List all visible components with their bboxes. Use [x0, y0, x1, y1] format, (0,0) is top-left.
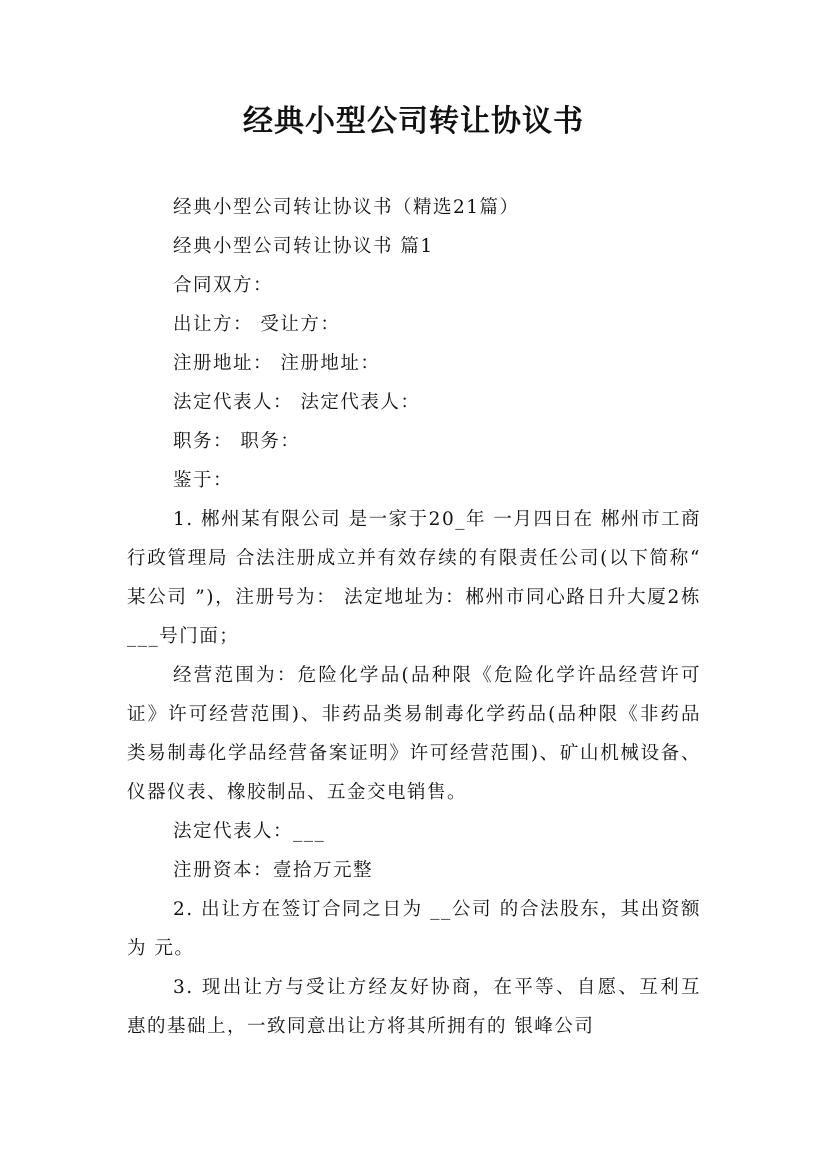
paragraph-section-heading: 经典小型公司转让协议书 篇1 [173, 236, 434, 257]
paragraph-parties: 合同双方： [173, 275, 274, 296]
paragraph-transferor-transferee: 出让方： 受让方： [173, 314, 341, 335]
paragraph-whereas: 鉴于： [173, 470, 234, 491]
paragraph-legal-representative: 法定代表人： 法定代表人： [173, 392, 421, 413]
paragraph-subtitle: 经典小型公司转让协议书（精选21篇） [173, 197, 520, 218]
paragraph-legal-rep-blank: 法定代表人：___ [173, 821, 326, 842]
paragraph-registered-capital: 注册资本：壹拾万元整 [173, 860, 374, 881]
paragraph-position: 职务： 职务： [173, 431, 301, 452]
paragraph-clause-1: 1. 郴州某有限公司 是一家于20_年 一月四日在 郴州市工商行政管理局 合法注册成立并有效存续的有限责任公司(以下简称“ 某公司 ”)，注册号为： 法定地址为：郴州市同心路日升大厦2栋___号门面； [127, 509, 701, 647]
document-body [127, 188, 701, 1046]
paragraph-business-scope: 经营范围为：危险化学品(品种限《危险化学许品经营许可证》许可经营范围)、非药品类易制毒化学药品(品种限《非药品类易制毒化学品经营备案证明》许可经营范围)、矿山机械设备、仪器仪表、橡胶制品、五金交电销售。 [127, 665, 701, 803]
paragraph-clause-2: 2. 出让方在签订合同之日为 __公司 的合法股东，其出资额为 元。 [127, 899, 701, 959]
paragraph-registered-address: 注册地址： 注册地址： [173, 353, 381, 374]
document-title: 经典小型公司转让协议书 [243, 104, 584, 139]
paragraph-clause-3: 3. 现出让方与受让方经友好协商，在平等、自愿、互利互惠的基础上，一致同意出让方将其所拥有的 银峰公司 [127, 977, 701, 1037]
